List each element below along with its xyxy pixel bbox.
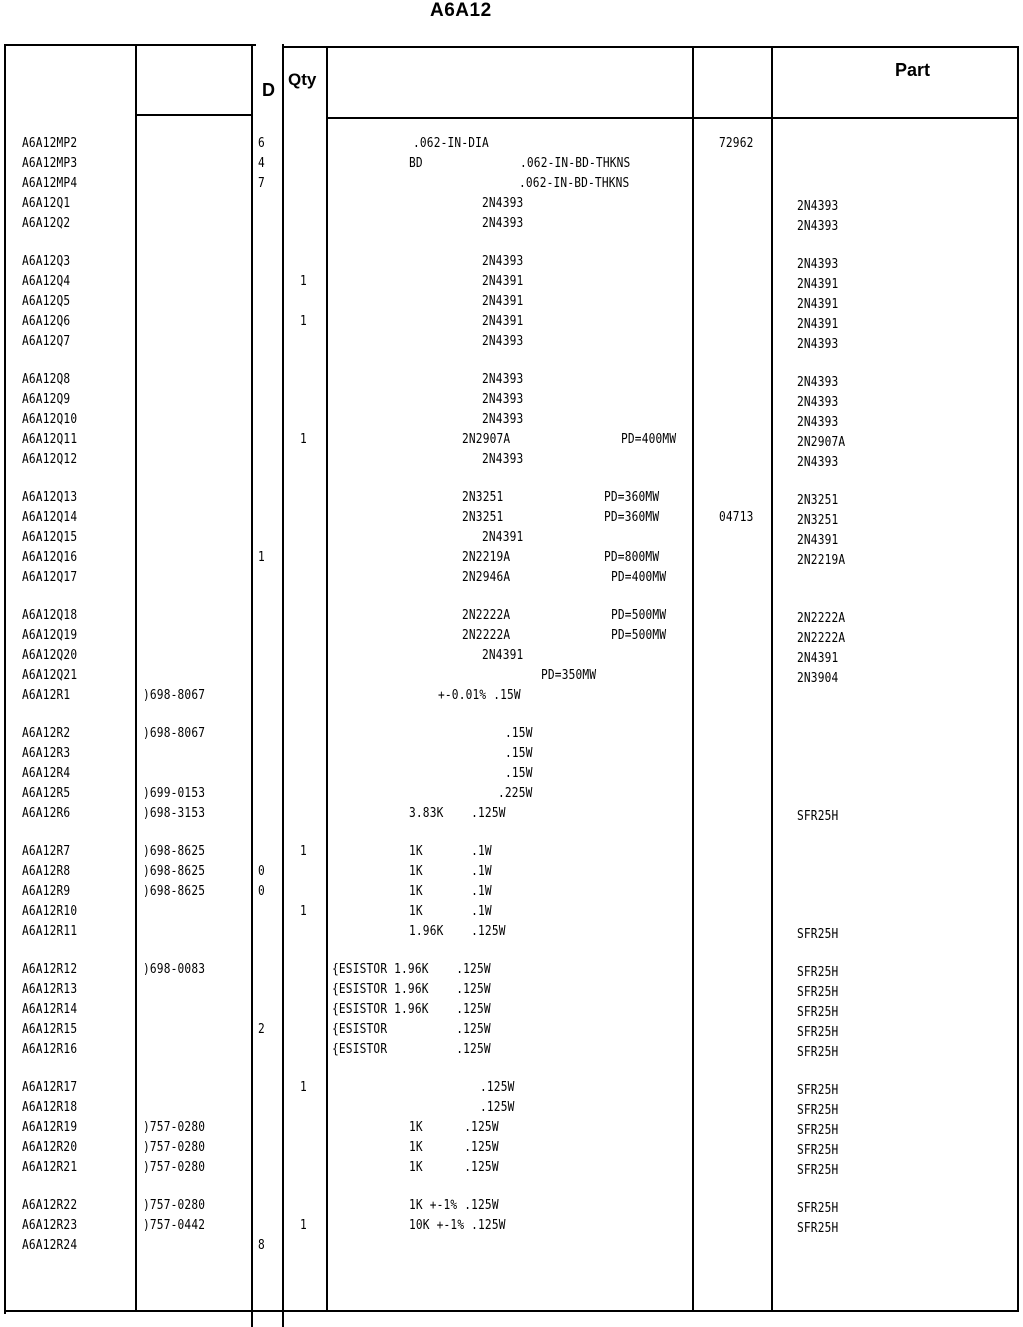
mfr-part-number: 2N4393 (797, 257, 839, 272)
reference-designator: A6A12R5 (22, 786, 71, 801)
reference-designator: A6A12R15 (22, 1022, 78, 1037)
reference-designator: A6A12Q7 (22, 334, 71, 349)
part-number: )698-8625 (143, 844, 206, 859)
description-extra: PD=400MW (611, 570, 667, 585)
quantity: 1 (300, 844, 307, 859)
header-part: Part (895, 60, 931, 80)
reference-designator: A6A12R4 (22, 766, 71, 781)
reference-designator: A6A12Q11 (22, 432, 78, 447)
mfr-part-number: SFR25H (797, 1221, 839, 1236)
mfr-part-number: SFR25H (797, 1201, 839, 1216)
mfr-part-number: SFR25H (797, 1123, 839, 1138)
mfr-part-number: 2N4391 (797, 297, 839, 312)
column-divider-mfrpart (771, 46, 773, 1312)
description: 1K .125W (409, 1160, 499, 1175)
reference-designator: A6A12Q8 (22, 372, 71, 387)
description: 2N4391 (482, 530, 524, 545)
mfr-part-number: 2N4391 (797, 317, 839, 332)
header-top-line-right (284, 46, 1018, 48)
reference-designator: A6A12Q10 (22, 412, 78, 427)
reference-designator: A6A12MP3 (22, 156, 78, 171)
column-divider-d (251, 44, 253, 1327)
mfr-part-number: SFR25H (797, 1163, 839, 1178)
mfr-part-number: 2N3904 (797, 671, 839, 686)
mfr-part-number: 2N4393 (797, 219, 839, 234)
description: 3.83K .125W (409, 806, 506, 821)
description: 1K .125W (409, 1120, 499, 1135)
reference-designator: A6A12MP4 (22, 176, 78, 191)
description: 2N4391 (482, 648, 524, 663)
description: 2N4393 (482, 196, 524, 211)
mfr-part-number: SFR25H (797, 1143, 839, 1158)
description: 1K .1W (409, 864, 492, 879)
reference-designator: A6A12R13 (22, 982, 78, 997)
quantity: 1 (300, 904, 307, 919)
description-extra: PD=360MW (604, 490, 660, 505)
mfr-part-number: 2N2219A (797, 553, 846, 568)
description-extra: PD=360MW (604, 510, 660, 525)
table-border-left (4, 44, 6, 1314)
reference-designator: A6A12Q4 (22, 274, 71, 289)
description: 2N4393 (482, 412, 524, 427)
description: .15W (505, 726, 533, 741)
mfr-part-number: 2N4393 (797, 395, 839, 410)
reference-designator: A6A12R21 (22, 1160, 78, 1175)
reference-designator: A6A12R1 (22, 688, 71, 703)
reference-designator: A6A12R19 (22, 1120, 78, 1135)
reference-designator: A6A12Q9 (22, 392, 71, 407)
description: 2N3251 (462, 490, 504, 505)
mfr-part-number: 2N4393 (797, 375, 839, 390)
reference-designator: A6A12R3 (22, 746, 71, 761)
description: 1K .1W (409, 884, 492, 899)
description: 10K +-1% .125W (409, 1218, 506, 1233)
mfr-part-number: 2N4391 (797, 533, 839, 548)
part-number: )757-0442 (143, 1218, 206, 1233)
header-top-line-left (4, 44, 256, 46)
reference-designator: A6A12Q20 (22, 648, 78, 663)
mfr-part-number: 2N4393 (797, 415, 839, 430)
header-bottom-line-left (135, 114, 253, 116)
description: 2N4391 (482, 274, 524, 289)
description: 1K .125W (409, 1140, 499, 1155)
description: 2N4393 (482, 452, 524, 467)
reference-designator: A6A12R2 (22, 726, 71, 741)
check-digit: 7 (258, 176, 265, 191)
description: .125W (480, 1080, 515, 1095)
check-digit: 1 (258, 550, 265, 565)
reference-designator: A6A12R14 (22, 1002, 78, 1017)
check-digit: 0 (258, 884, 265, 899)
part-number: )698-8625 (143, 884, 206, 899)
reference-designator: A6A12Q21 (22, 668, 78, 683)
mfr-part-number: SFR25H (797, 965, 839, 980)
mfr-part-number: 2N4393 (797, 337, 839, 352)
reference-designator: A6A12Q1 (22, 196, 71, 211)
part-number: )698-8067 (143, 688, 206, 703)
description: 2N4393 (482, 392, 524, 407)
reference-designator: A6A12MP2 (22, 136, 78, 151)
reference-designator: A6A12R16 (22, 1042, 78, 1057)
reference-designator: A6A12Q6 (22, 314, 71, 329)
reference-designator: A6A12R17 (22, 1080, 78, 1095)
part-number: )757-0280 (143, 1120, 206, 1135)
reference-designator: A6A12R18 (22, 1100, 78, 1115)
description: 2N2219A (462, 550, 511, 565)
description: 2N4393 (482, 216, 524, 231)
quantity: 1 (300, 274, 307, 289)
check-digit: 4 (258, 156, 265, 171)
mfr-part-number: 2N2907A (797, 435, 846, 450)
description: .062-IN-DIA (413, 136, 489, 151)
header-d: D (262, 80, 275, 100)
description: .125W (480, 1100, 515, 1115)
part-number: )698-3153 (143, 806, 206, 821)
mfr-code: 04713 (719, 510, 754, 525)
description-extra: PD=350MW (541, 668, 597, 683)
table-bottom-line (4, 1310, 1018, 1312)
reference-designator: A6A12R11 (22, 924, 78, 939)
mfr-part-number: SFR25H (797, 1083, 839, 1098)
description: {ESISTOR 1.96K .125W (332, 962, 491, 977)
mfr-part-number: SFR25H (797, 985, 839, 1000)
check-digit: 0 (258, 864, 265, 879)
description-extra: PD=500MW (611, 608, 667, 623)
reference-designator: A6A12R7 (22, 844, 71, 859)
part-number: )757-0280 (143, 1198, 206, 1213)
mfr-part-number: 2N4393 (797, 455, 839, 470)
mfr-part-number: 2N2222A (797, 611, 846, 626)
description-extra: .062-IN-BD-THKNS (519, 176, 630, 191)
description: {ESISTOR 1.96K .125W (332, 982, 491, 997)
mfr-part-number: 2N3251 (797, 493, 839, 508)
description: 1.96K .125W (409, 924, 506, 939)
reference-designator: A6A12R20 (22, 1140, 78, 1155)
mfr-part-number: SFR25H (797, 1045, 839, 1060)
check-digit: 2 (258, 1022, 265, 1037)
reference-designator: A6A12R6 (22, 806, 71, 821)
description: 2N4393 (482, 334, 524, 349)
table-border-right (1017, 46, 1019, 1312)
part-number: )699-0153 (143, 786, 206, 801)
description: 2N4393 (482, 254, 524, 269)
description: 2N2222A (462, 628, 511, 643)
description: .15W (505, 766, 533, 781)
reference-designator: A6A12R23 (22, 1218, 78, 1233)
mfr-part-number: SFR25H (797, 1005, 839, 1020)
column-divider-mfr (692, 46, 694, 1312)
reference-designator: A6A12Q17 (22, 570, 78, 585)
column-divider-pn (135, 44, 137, 1310)
reference-designator: A6A12Q16 (22, 550, 78, 565)
reference-designator: A6A12Q12 (22, 452, 78, 467)
part-number: )698-0083 (143, 962, 206, 977)
reference-designator: A6A12R24 (22, 1238, 78, 1253)
reference-designator: A6A12Q15 (22, 530, 78, 545)
reference-designator: A6A12Q13 (22, 490, 78, 505)
description: .225W (498, 786, 533, 801)
description-extra: PD=500MW (611, 628, 667, 643)
description-extra: .062-IN-BD-THKNS (520, 156, 631, 171)
reference-designator: A6A12Q2 (22, 216, 71, 231)
description: 1K .1W (409, 904, 492, 919)
reference-designator: A6A12Q19 (22, 628, 78, 643)
description: 2N4391 (482, 314, 524, 329)
part-number: )757-0280 (143, 1160, 206, 1175)
reference-designator: A6A12Q14 (22, 510, 78, 525)
quantity: 1 (300, 1080, 307, 1095)
description: 2N4391 (482, 294, 524, 309)
description-extra: PD=400MW (621, 432, 677, 447)
description: BD (409, 156, 423, 171)
description-extra: PD=800MW (604, 550, 660, 565)
header-qty: Qty (288, 70, 317, 89)
description: {ESISTOR .125W (332, 1042, 491, 1057)
quantity: 1 (300, 1218, 307, 1233)
mfr-part-number: 2N2222A (797, 631, 846, 646)
page-title: A6A12 (430, 0, 492, 21)
description: 1K .1W (409, 844, 492, 859)
description: .15W (505, 746, 533, 761)
column-divider-qty (282, 44, 284, 1327)
description: +-0.01% .15W (438, 688, 521, 703)
quantity: 1 (300, 432, 307, 447)
description: 2N3251 (462, 510, 504, 525)
part-number: )698-8067 (143, 726, 206, 741)
mfr-part-number: SFR25H (797, 1103, 839, 1118)
reference-designator: A6A12Q5 (22, 294, 71, 309)
mfr-part-number: 2N3251 (797, 513, 839, 528)
part-number: )698-8625 (143, 864, 206, 879)
mfr-part-number: SFR25H (797, 1025, 839, 1040)
description: 1K +-1% .125W (409, 1198, 499, 1213)
description: 2N2946A (462, 570, 511, 585)
reference-designator: A6A12Q18 (22, 608, 78, 623)
description: {ESISTOR 1.96K .125W (332, 1002, 491, 1017)
mfr-part-number: SFR25H (797, 809, 839, 824)
mfr-part-number: 2N4391 (797, 277, 839, 292)
reference-designator: A6A12R22 (22, 1198, 78, 1213)
check-digit: 8 (258, 1238, 265, 1253)
part-number: )757-0280 (143, 1140, 206, 1155)
column-divider-desc (326, 46, 328, 1312)
mfr-part-number: 2N4393 (797, 199, 839, 214)
quantity: 1 (300, 314, 307, 329)
description: 2N2222A (462, 608, 511, 623)
reference-designator: A6A12R12 (22, 962, 78, 977)
mfr-part-number: SFR25H (797, 927, 839, 942)
check-digit: 6 (258, 136, 265, 151)
header-bottom-line-right (326, 117, 1018, 119)
description: 2N4393 (482, 372, 524, 387)
description: {ESISTOR .125W (332, 1022, 491, 1037)
mfr-code: 72962 (719, 136, 754, 151)
reference-designator: A6A12Q3 (22, 254, 71, 269)
mfr-part-number: 2N4391 (797, 651, 839, 666)
reference-designator: A6A12R8 (22, 864, 71, 879)
reference-designator: A6A12R10 (22, 904, 78, 919)
description: 2N2907A (462, 432, 511, 447)
reference-designator: A6A12R9 (22, 884, 71, 899)
